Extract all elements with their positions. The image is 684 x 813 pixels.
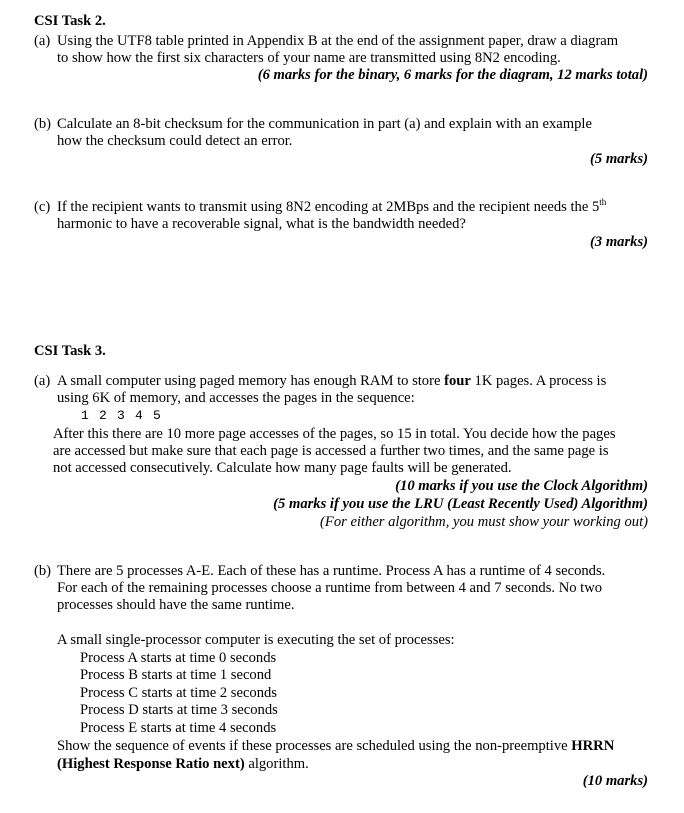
task2-b-line1: Calculate an 8-bit checksum for the communication in part (a) and explain with an example	[57, 116, 592, 132]
task3-a-line5: not accessed consecutively. Calculate how many page faults will be generated.	[53, 460, 512, 476]
task3-a-line4: are accessed but make sure that each page is accessed a further two times, and the same page is	[53, 443, 609, 459]
process-list-item: Process A starts at time 0 seconds	[80, 650, 277, 666]
task3-a-marks-lru: (5 marks if you use the LRU (Least Recently Used) Algorithm)	[273, 496, 648, 512]
task2-b-label: (b)	[34, 116, 52, 132]
task2-c-label: (c)	[34, 199, 51, 215]
task3-a-line1	[57, 373, 606, 390]
task2-a-label: (a)	[34, 33, 51, 49]
task3-b-sequence-line1	[57, 738, 614, 755]
task3-b-seq-post: algorithm.	[248, 756, 309, 772]
task3-a-line2: using 6K of memory, and accesses the pages in the sequence:	[57, 390, 415, 406]
task2-c-line1-text: If the recipient wants to transmit using 8N2 encoding at 2MBps and the recipient needs the 5	[57, 199, 600, 215]
task3-b-label: (b)	[34, 563, 52, 579]
task3-b-intro: A small single-processor computer is executing the set of processes:	[57, 632, 455, 648]
task3-a-line3: After this there are 10 more page accesses of the pages, so 15 in total. You decide how the pages	[53, 426, 616, 442]
task3-b-line2: For each of the remaining processes choose a runtime from between 4 and 7 seconds. No two	[57, 580, 603, 596]
task3-b-seq-bold1: HRRN	[571, 738, 615, 754]
process-list-item: Process D starts at time 3 seconds	[80, 702, 278, 718]
task2-b-marks: (5 marks)	[590, 151, 648, 167]
task2-c-line1	[57, 199, 606, 216]
task3-title: CSI Task 3.	[34, 343, 106, 359]
task3-a-marks-note: (For either algorithm, you must show your working out)	[320, 514, 648, 530]
task2-b-line2: how the checksum could detect an error.	[57, 133, 293, 149]
task2-c-superscript: th	[599, 197, 607, 208]
task3-b-line3: processes should have the same runtime.	[57, 597, 295, 613]
task3-b-seq-bold2: (Highest Response Ratio next)	[57, 756, 245, 772]
task3-a-line1-bold: four	[444, 373, 471, 389]
process-list-item: Process E starts at time 4 seconds	[80, 720, 277, 736]
task2-c-line2: harmonic to have a recoverable signal, what is the bandwidth needed?	[57, 216, 466, 232]
task3-a-label: (a)	[34, 373, 51, 389]
task2-c-marks: (3 marks)	[590, 234, 648, 250]
task3-b-marks: (10 marks)	[582, 773, 648, 789]
page-sequence: 1 2 3 4 5	[81, 408, 163, 423]
task2-a-line2: to show how the first six characters of your name are transmitted using 8N2 encoding.	[57, 50, 561, 66]
task2-a-marks: (6 marks for the binary, 6 marks for the diagram, 12 marks total)	[257, 67, 648, 83]
task3-a-marks-clock: (10 marks if you use the Clock Algorithm)	[395, 478, 648, 494]
process-list-item: Process C starts at time 2 seconds	[80, 685, 277, 701]
task3-b-sequence-line2	[57, 756, 309, 773]
task3-b-seq-pre: Show the sequence of events if these processes are scheduled using the non-preemptive	[57, 738, 568, 754]
process-list-item: Process B starts at time 1 second	[80, 667, 272, 683]
task3-a-line1-post: 1K pages. A process is	[474, 373, 607, 389]
task2-a-line1: Using the UTF8 table printed in Appendix B at the end of the assignment paper, draw a diagram	[57, 33, 619, 49]
task3-a-line1-pre: A small computer using paged memory has enough RAM to store	[57, 373, 441, 389]
task2-title: CSI Task 2.	[34, 13, 106, 29]
task3-b-line1: There are 5 processes A-E. Each of these has a runtime. Process A has a runtime of 4 seconds.	[57, 563, 606, 579]
